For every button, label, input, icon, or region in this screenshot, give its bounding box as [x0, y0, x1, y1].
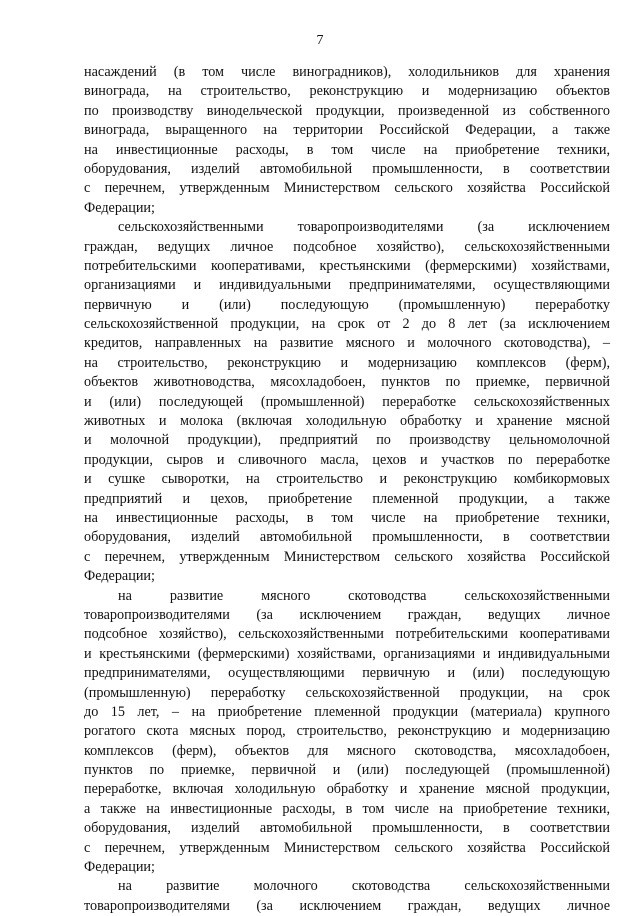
- text-line: насаждений (в том числе виноградников), холодильников для хранения: [84, 64, 610, 80]
- text-line: предпринимателями, осуществляющими первичную и (или) последующую: [84, 665, 610, 682]
- text-line: на развитие мясного скотоводства сельскохозяйственными: [118, 587, 610, 604]
- text-line: продукции, сыров и сливочного масла, цехов и участков по переработке: [84, 451, 610, 468]
- text-line: с перечнем, утвержденным Министерством сельского хозяйства Российской: [84, 548, 610, 565]
- text-line: товаропроизводителями (за исключением граждан, ведущих личное: [84, 897, 610, 914]
- text-line: и молочной продукции), предприятий по производству цельномолочной: [84, 432, 610, 449]
- text-line: сельскохозяйственными товаропроизводителями (за исключением: [118, 219, 610, 236]
- text-line: с перечнем, утвержденным Министерством сельского хозяйства Российской: [84, 180, 610, 197]
- text-line: и сушке сыворотки, на строительство и реконструкцию комбикормовых: [84, 471, 610, 488]
- text-line: на инвестиционные расходы, в том числе на приобретение техники,: [84, 509, 610, 526]
- text-line: с перечнем, утвержденным Министерством сельского хозяйства Российской: [84, 839, 610, 856]
- text-line: рогатого скота мясных пород, строительство, реконструкцию и модернизацию: [84, 723, 610, 740]
- text-line: подсобное хозяйство), сельскохозяйственными потребительскими кооперативами: [84, 626, 610, 643]
- text-line: винограда, выращенного на территории Российской Федерации, а также: [84, 122, 610, 139]
- text-line: винограда, на строительство, реконструкцию и модернизацию объектов: [84, 83, 610, 100]
- text-line: объектов животноводства, мясохладобоен, пунктов по приемке, первичной: [84, 374, 610, 391]
- text-line: на инвестиционные расходы, в том числе на приобретение техники,: [84, 141, 610, 158]
- text-line: Федерации;: [84, 568, 155, 585]
- text-line: и (или) последующей (промышленной) переработке сельскохозяйственных: [84, 393, 610, 410]
- text-line: граждан, ведущих личное подсобное хозяйство), сельскохозяйственными: [84, 238, 610, 255]
- text-line: оборудования, изделий автомобильной промышленности, в соответствии: [84, 529, 610, 546]
- text-line: оборудования, изделий автомобильной промышленности, в соответствии: [84, 160, 610, 177]
- text-line: организациями и индивидуальными предпринимателями, осуществляющими: [84, 277, 610, 294]
- text-line: сельскохозяйственной продукции, на срок от 2 до 8 лет (за исключением: [84, 316, 610, 333]
- text-line: животных и молока (включая холодильную обработку и хранение мясной: [84, 413, 610, 430]
- text-line: пунктов по приемке, первичной и (или) последующей (промышленной): [84, 762, 610, 779]
- text-line: кредитов, направленных на развитие мясного и молочного скотоводства), –: [84, 335, 610, 352]
- text-line: Федерации;: [84, 859, 155, 876]
- text-line: первичную и (или) последующую (промышленную) переработку: [84, 296, 610, 313]
- text-line: по производству винодельческой продукции, произведенной из собственного: [84, 102, 610, 119]
- text-line: и крестьянскими (фермерскими) хозяйствами, организациями и индивидуальными: [84, 645, 610, 662]
- text-line: товаропроизводителями (за исключением граждан, ведущих личное: [84, 606, 610, 623]
- page-number: 7: [316, 33, 324, 48]
- text-line: на развитие молочного скотоводства сельскохозяйственными: [118, 878, 610, 895]
- text-line: предприятий и цехов, приобретение племенной продукции, а также: [84, 490, 610, 507]
- text-line: комплексов (ферм), объектов для мясного скотоводства, мясохладобоен,: [84, 742, 610, 759]
- text-line: оборудования, изделий автомобильной промышленности, в соответствии: [84, 820, 610, 837]
- text-line: потребительскими кооперативами, крестьянскими (фермерскими) хозяйствами,: [84, 257, 610, 274]
- text-line: до 15 лет, – на приобретение племенной продукции (материала) крупного: [84, 703, 610, 720]
- text-line: Федерации;: [84, 199, 155, 216]
- text-line: (промышленную) переработку сельскохозяйственной продукции, на срок: [84, 684, 610, 701]
- text-line: на строительство, реконструкцию и модернизацию комплексов (ферм),: [84, 354, 610, 371]
- text-line: а также на инвестиционные расходы, в том числе на приобретение техники,: [84, 800, 610, 817]
- body-text: [84, 63, 610, 916]
- text-line: переработке, включая холодильную обработку и хранение мясной продукции,: [84, 781, 610, 798]
